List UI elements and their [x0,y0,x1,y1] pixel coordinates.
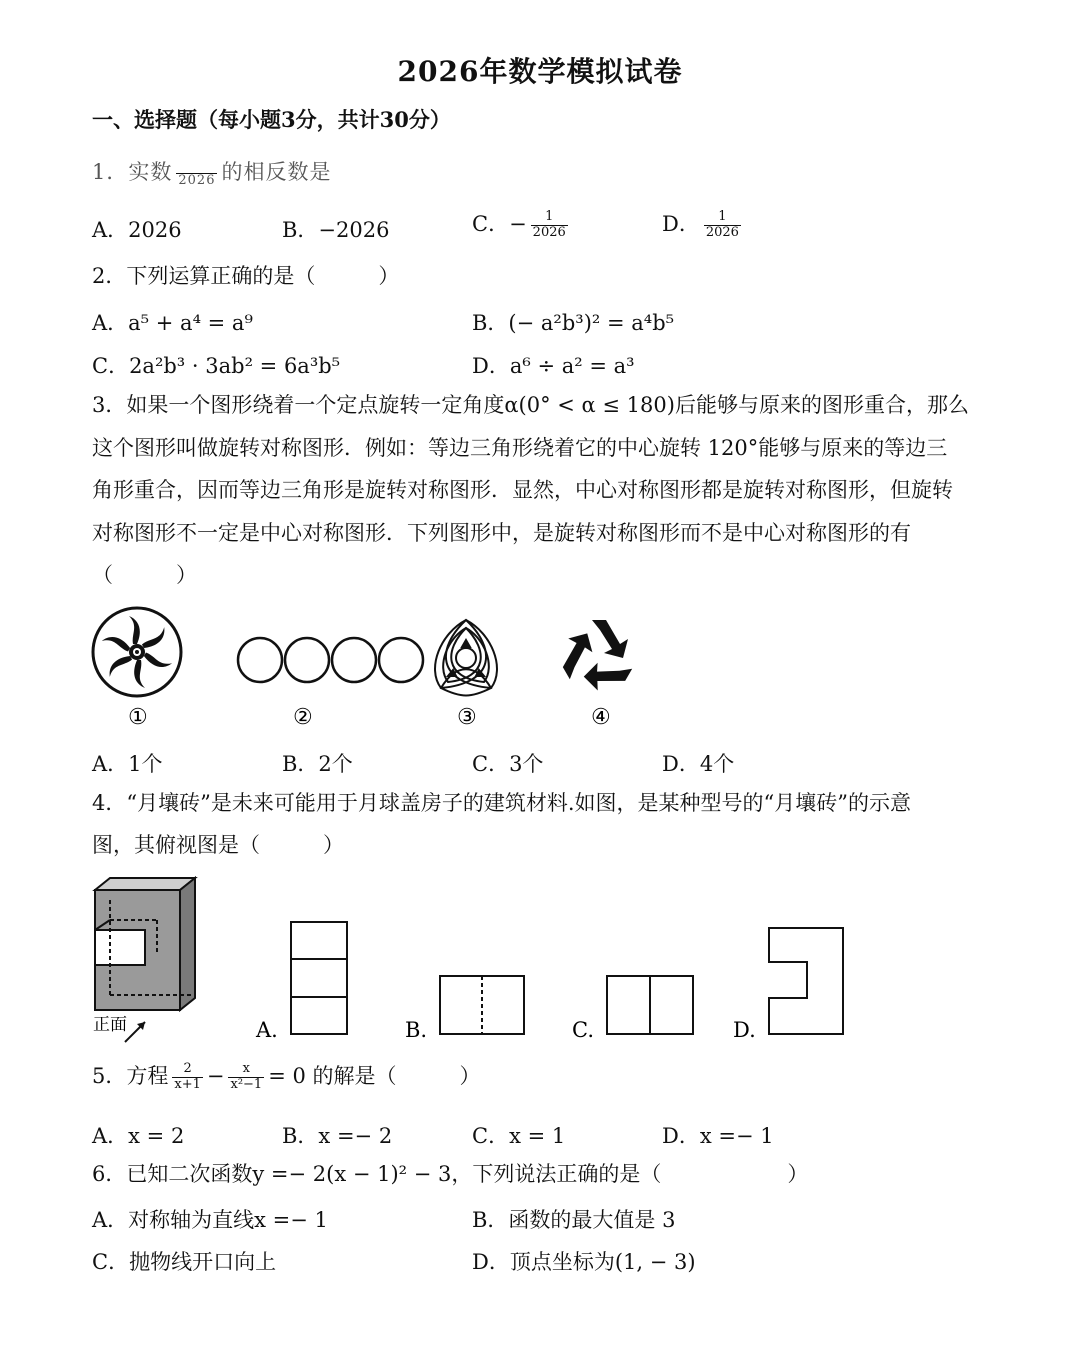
q4-figure-d [769,928,843,1034]
moon-brick-figure [95,878,195,1010]
q2-option-a[interactable]: A．a⁵ + a⁴ = a⁹ [92,311,253,335]
q4-line-1: 4．“月壤砖”是未来可能用于月球盖房子的建筑材料.如图，是某种型号的“月壤砖”的示意 [92,791,911,815]
fan-figure [93,608,181,696]
fig-label-4: ④ [591,705,611,730]
triquetra-figure [435,620,497,696]
q5-option-c[interactable]: C．x = 1 [472,1124,566,1148]
q3-option-d[interactable]: D．4个 [662,752,735,776]
q4-label-c: C. [572,1018,594,1042]
q1-fraction: 2026 [176,158,217,189]
q3-option-c[interactable]: C．3个 [472,752,544,776]
q1-option-d[interactable]: D． $\frac{1}{2026}$ [662,209,739,240]
q5-option-b[interactable]: B．x =− 2 [282,1124,393,1148]
q1-suffix: 的相反数是 [221,159,332,184]
fig-label-1: ① [128,705,148,730]
q2-option-b[interactable]: B．(− a²b³)² = a⁴b⁵ [472,311,675,335]
q3-figures [85,600,665,740]
q1-prefix: 1．实数 [92,159,173,184]
q3-line-4: 对称图形不一定是中心对称图形．下列图形中，是旋转对称图形而不是中心对称图形的有 [92,521,911,545]
q4-label-b: B. [405,1018,428,1042]
question-2-stem: 2．下列运算正确的是（ ） [92,264,400,288]
q4-label-d: D. [733,1018,756,1042]
q3-line-1: 3．如果一个图形绕着一个定点旋转一定角度α(0° < α ≤ 180)后能够与原来的图形重合，那么 [92,393,969,417]
q6-option-d[interactable]: D．顶点坐标为(1, − 3) [472,1250,696,1274]
section-heading: 一、选择题（每小题3分，共计30分） [92,107,451,132]
q1-option-c[interactable]: C．− $\frac{1}{2026}$ [472,209,566,240]
rings-figure [238,638,423,682]
q5-option-a[interactable]: A．x = 2 [92,1124,185,1148]
q6-option-a[interactable]: A．对称轴为直线x =− 1 [92,1208,328,1232]
q3-line-2: 这个图形叫做旋转对称图形．例如：等边三角形绕着它的中心旋转 120°能够与原来的等边三 [92,436,948,460]
q3-line-3: 角形重合，因而等边三角形是旋转对称图形．显然，中心对称图形都是旋转对称图形，但旋转 [92,478,953,502]
question-1-stem [92,158,331,189]
q5-option-d[interactable]: D．x =− 1 [662,1124,774,1148]
question-6-stem: 6．已知二次函数y =− 2(x − 1)² − 3，下列说法正确的是（ ） [92,1162,809,1186]
q3-line-5: （ ） [92,563,197,587]
q2-option-c[interactable]: C．2a²b³ · 3ab² = 6a³b⁵ [92,354,341,378]
q1-option-b[interactable]: B．−2026 [282,218,390,242]
q4-line-2: 图，其俯视图是（ ） [92,833,344,857]
q6-option-b[interactable]: B．函数的最大值是 3 [472,1208,676,1232]
q6-option-c[interactable]: C．抛物线开口向上 [92,1250,277,1274]
question-5-stem: 5．方程 $\frac{2}{x+1}$ − $\frac{x}{\text{x²−1}}$ = 0 的解是（ ） [92,1061,481,1092]
q4-figures [85,870,865,1050]
q3-option-a[interactable]: A．1个 [92,752,163,776]
q3-option-b[interactable]: B．2个 [282,752,353,776]
recycle-figure [552,620,632,700]
front-label: 正面 [93,1015,127,1035]
fig-label-2: ② [293,705,313,730]
fig-label-3: ③ [457,705,477,730]
page-title: 2026年数学模拟试卷 [397,55,683,88]
q4-figure-b [440,976,524,1034]
q2-option-d[interactable]: D．a⁶ ÷ a² = a³ [472,354,635,378]
q4-label-a: A. [256,1018,278,1042]
q4-figure-c [607,976,693,1034]
q4-figure-a [291,922,347,1034]
q1-option-a[interactable]: A．2026 [92,218,182,242]
